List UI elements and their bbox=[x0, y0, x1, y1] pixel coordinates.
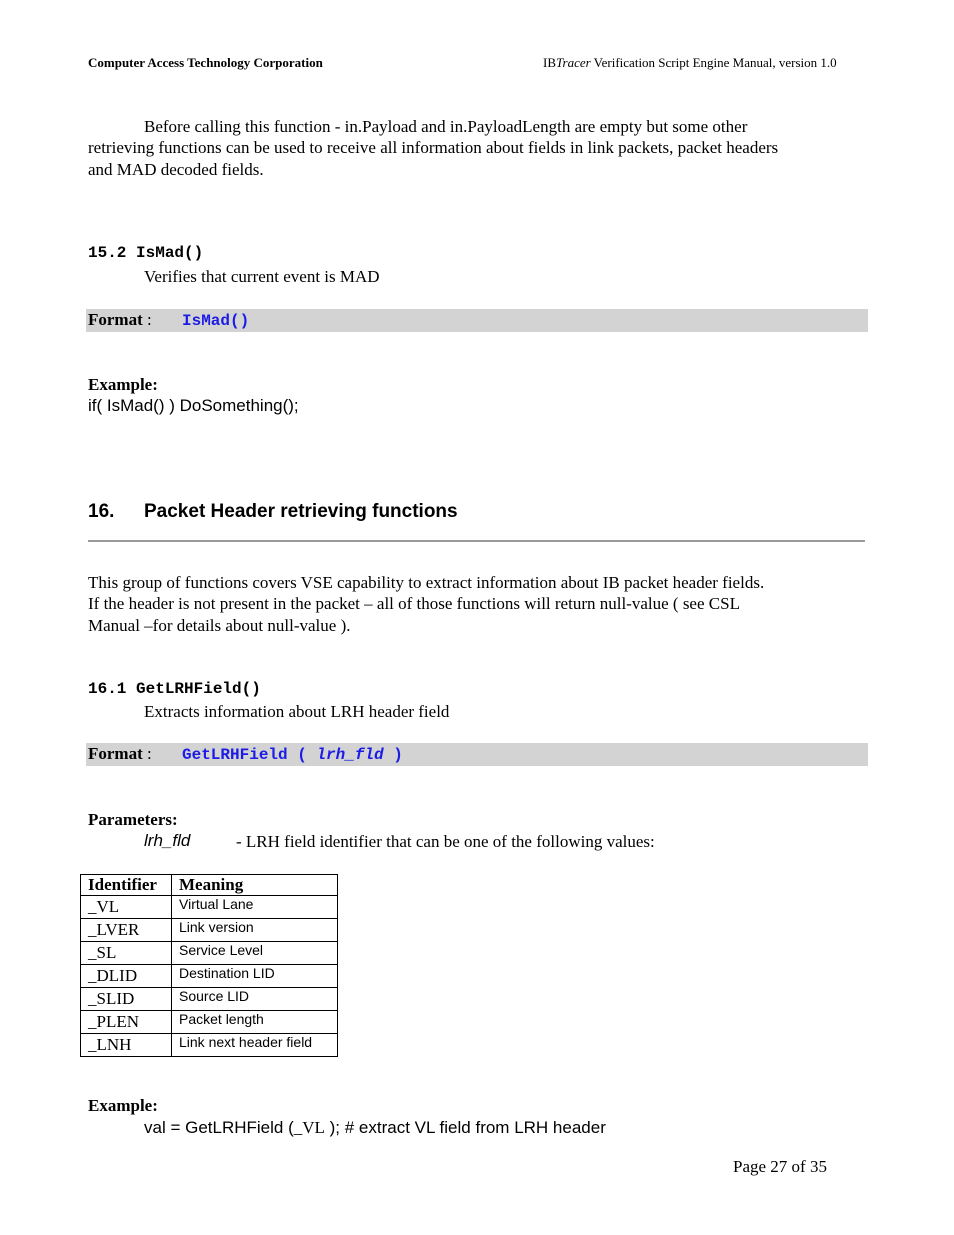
meaning-cell: Link version bbox=[172, 919, 338, 942]
table-header-row bbox=[81, 875, 338, 896]
section-16-line-3: Manual –for details about null-value ). bbox=[88, 616, 351, 635]
example-code-16-1 bbox=[144, 1118, 606, 1138]
format-code-suffix: ) bbox=[383, 746, 403, 764]
meaning-cell: Service Level bbox=[172, 942, 338, 965]
format-bar-ismad bbox=[86, 309, 868, 332]
format-label bbox=[88, 310, 152, 330]
table-row bbox=[81, 965, 338, 988]
meaning-cell: Source LID bbox=[172, 988, 338, 1011]
format-colon: : bbox=[142, 310, 152, 329]
section-16-line-2: If the header is not present in the packet – all of those functions will return null-value ( see CSL bbox=[88, 594, 740, 613]
meaning-cell: Virtual Lane bbox=[172, 896, 338, 919]
example-code-15-2: if( IsMad() ) DoSomething(); bbox=[88, 396, 299, 415]
example-code-post: ); # extract VL field from LRH header bbox=[324, 1118, 606, 1137]
intro-line-2: retrieving functions can be used to receive all information about fields in link packets, packet headers bbox=[88, 138, 779, 157]
format-code-prefix: GetLRHField ( bbox=[182, 746, 317, 764]
example-code-identifier: _VL bbox=[293, 1118, 325, 1137]
intro-line-1: Before calling this function - in.Payload and in.PayloadLength are empty but some other bbox=[144, 117, 748, 136]
running-header-title bbox=[543, 55, 837, 71]
identifier-cell: _DLID bbox=[81, 965, 172, 988]
identifier-cell: _PLEN bbox=[81, 1011, 172, 1034]
meaning-cell: Destination LID bbox=[172, 965, 338, 988]
table-header-identifier: Identifier bbox=[81, 875, 172, 896]
format-code-getlrhfield bbox=[182, 746, 403, 764]
meaning-cell: Link next header field bbox=[172, 1034, 338, 1057]
format-colon: : bbox=[142, 744, 152, 763]
table-row bbox=[81, 896, 338, 919]
running-header-company: Computer Access Technology Corporation bbox=[88, 55, 323, 70]
format-label-text: Format bbox=[88, 310, 143, 329]
section-heading-15-2: 15.2 IsMad() bbox=[88, 244, 204, 262]
header-title-suffix: Verification Script Engine Manual, version 1.0 bbox=[590, 55, 837, 70]
section-description-15-2: Verifies that current event is MAD bbox=[144, 267, 380, 286]
table-row bbox=[81, 1011, 338, 1034]
format-bar-getlrhfield bbox=[86, 743, 868, 766]
section-heading-16-1: 16.1 GetLRHField() bbox=[88, 680, 261, 698]
identifier-cell: _SLID bbox=[81, 988, 172, 1011]
table-row bbox=[81, 1034, 338, 1057]
table-row bbox=[81, 988, 338, 1011]
section-description-16-1: Extracts information about LRH header field bbox=[144, 702, 450, 721]
table-header-meaning: Meaning bbox=[172, 875, 338, 896]
identifier-cell: _SL bbox=[81, 942, 172, 965]
section-title-16: Packet Header retrieving functions bbox=[144, 501, 458, 522]
example-label-15-2: Example: bbox=[88, 375, 158, 394]
format-code-ismad: IsMad() bbox=[182, 312, 250, 330]
page-number: Page 27 of 35 bbox=[733, 1157, 827, 1176]
meaning-cell: Packet length bbox=[172, 1011, 338, 1034]
section-16-line-1: This group of functions covers VSE capability to extract information about IB packet header fields. bbox=[88, 573, 765, 592]
parameter-name: lrh_fld bbox=[144, 831, 191, 850]
identifier-cell: _LNH bbox=[81, 1034, 172, 1057]
identifier-cell: _LVER bbox=[81, 919, 172, 942]
example-label-16-1: Example: bbox=[88, 1096, 158, 1115]
format-label-text: Format bbox=[88, 744, 143, 763]
example-code-pre: val = GetLRHField ( bbox=[144, 1118, 294, 1137]
header-title-prefix: IB bbox=[543, 55, 556, 70]
table-row bbox=[81, 942, 338, 965]
format-label bbox=[88, 744, 152, 764]
identifier-table bbox=[80, 874, 338, 1057]
parameters-label: Parameters: bbox=[88, 810, 178, 829]
format-code-param: lrh_fld bbox=[316, 746, 384, 764]
section-divider bbox=[88, 540, 865, 542]
parameter-description: - LRH field identifier that can be one of the following values: bbox=[236, 832, 655, 851]
identifier-cell: _VL bbox=[81, 896, 172, 919]
header-title-italic: Tracer bbox=[556, 55, 591, 70]
intro-line-3: and MAD decoded fields. bbox=[88, 160, 264, 179]
table-row bbox=[81, 919, 338, 942]
section-number-16: 16. bbox=[88, 501, 115, 522]
